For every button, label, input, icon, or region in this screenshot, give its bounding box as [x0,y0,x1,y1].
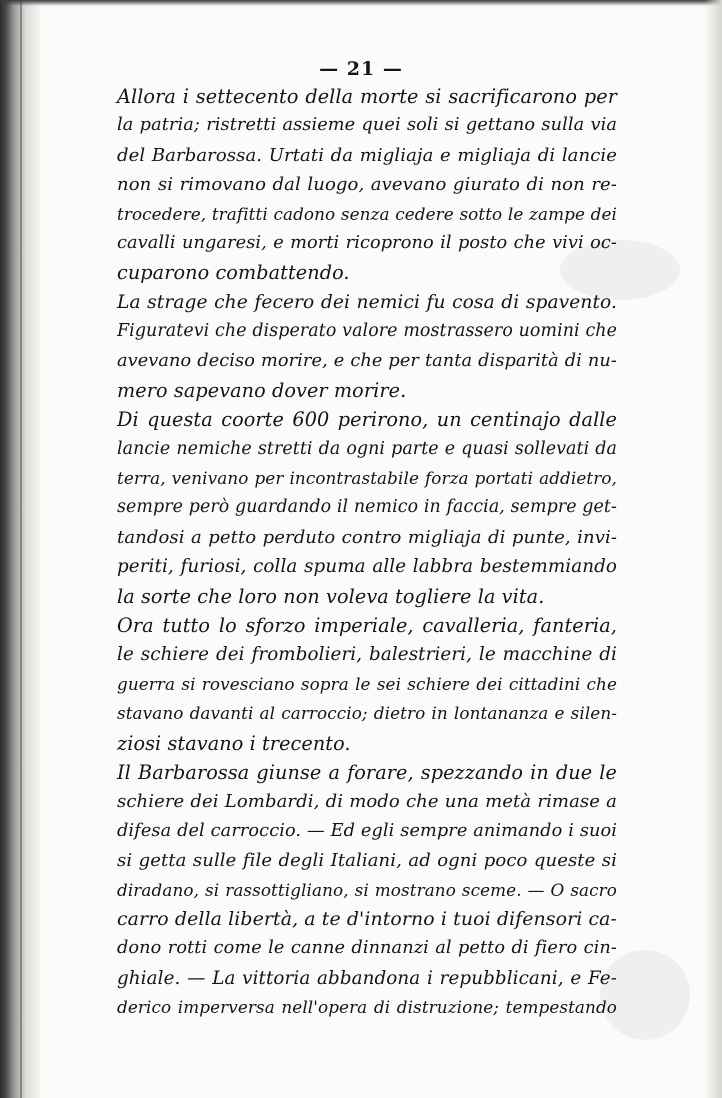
text-line: Di questa coorte 600 perirono, un centinajo dalle [117,408,617,432]
body-text [117,82,617,1023]
text-line: terra, venivano per incontrastabile forza portati addietro, [117,468,617,489]
page-number: — 21 — [319,58,403,80]
page-right-edge [704,0,722,1098]
text-line: tandosi a petto perduto contro migliaja di punte, invi- [117,526,617,548]
text-line: derico imperversa nell'opera di distruzione; tempestando [117,997,617,1018]
text-line: dono rotti come le canne dinnanzi al petto di fiero cin- [117,938,617,959]
page-top-edge [0,0,722,6]
text-line: Il Barbarossa giunse a forare, spezzando in due le [117,760,617,784]
text-line: trocedere, trafitti cadono senza cedere sotto le zampe dei [117,203,617,224]
text-line: del Barbarossa. Urtati da migliaja e migliaja di lancie [117,144,617,166]
text-line: carro della libertà, a te d'intorno i tuoi difensori ca- [117,907,617,930]
text-line: avevano deciso morire, e che per tanta disparità di nu- [117,350,617,371]
text-line: cavalli ungaresi, e morti ricoprono il posto che vivi oc- [117,232,617,253]
text-line: diradano, si rassottigliano, si mostrano sceme. — O sacro [117,879,617,900]
text-line: stavano davanti al carroccio; dietro in lontananza e silen- [117,703,617,724]
text-line: non si rimovano dal luogo, avevano giurato di non re- [117,174,617,196]
text-line: guerra si rovesciano sopra le sei schiere dei cittadini che [117,673,617,694]
text-line: periti, furiosi, colla spuma alle labbra bestemmiando [117,556,617,578]
text-line: Figuratevi che disperato valore mostrassero uomini che [117,321,617,342]
text-line: la patria; ristretti assieme quei soli si gettano sulla via [117,115,617,136]
text-line: ziosi stavano i trecento. [117,731,351,755]
text-line: la sorte che loro non voleva togliere la vita. [117,584,545,608]
text-line: sempre però guardando il nemico in faccia, sempre get- [117,497,617,518]
text-line: ghiale. — La vittoria abbandona i repubblicani, e Fe- [117,967,617,989]
text-line: cuparono combattendo. [117,261,350,285]
text-line: le schiere dei frombolieri, balestrieri, le macchine di [117,644,617,666]
gutter-fold-line [20,0,22,1098]
text-line: Ora tutto lo sforzo imperiale, cavalleria, fanteria, [117,614,617,638]
text-line: La strage che fecero dei nemici fu cosa di spavento. [117,291,617,313]
text-line: schiere dei Lombardi, di modo che una metà rimase a [117,791,617,813]
text-line: lancie nemiche stretti da ogni parte e quasi sollevati da [117,438,617,459]
text-line: si getta sulle file degli Italiani, ad ogni poco queste si [117,850,617,872]
text-line: mero sapevano dover morire. [117,378,407,402]
text-line: difesa del carroccio. — Ed egli sempre animando i suoi [117,820,617,841]
text-line: Allora i settecento della morte si sacrificarono per [117,85,617,108]
